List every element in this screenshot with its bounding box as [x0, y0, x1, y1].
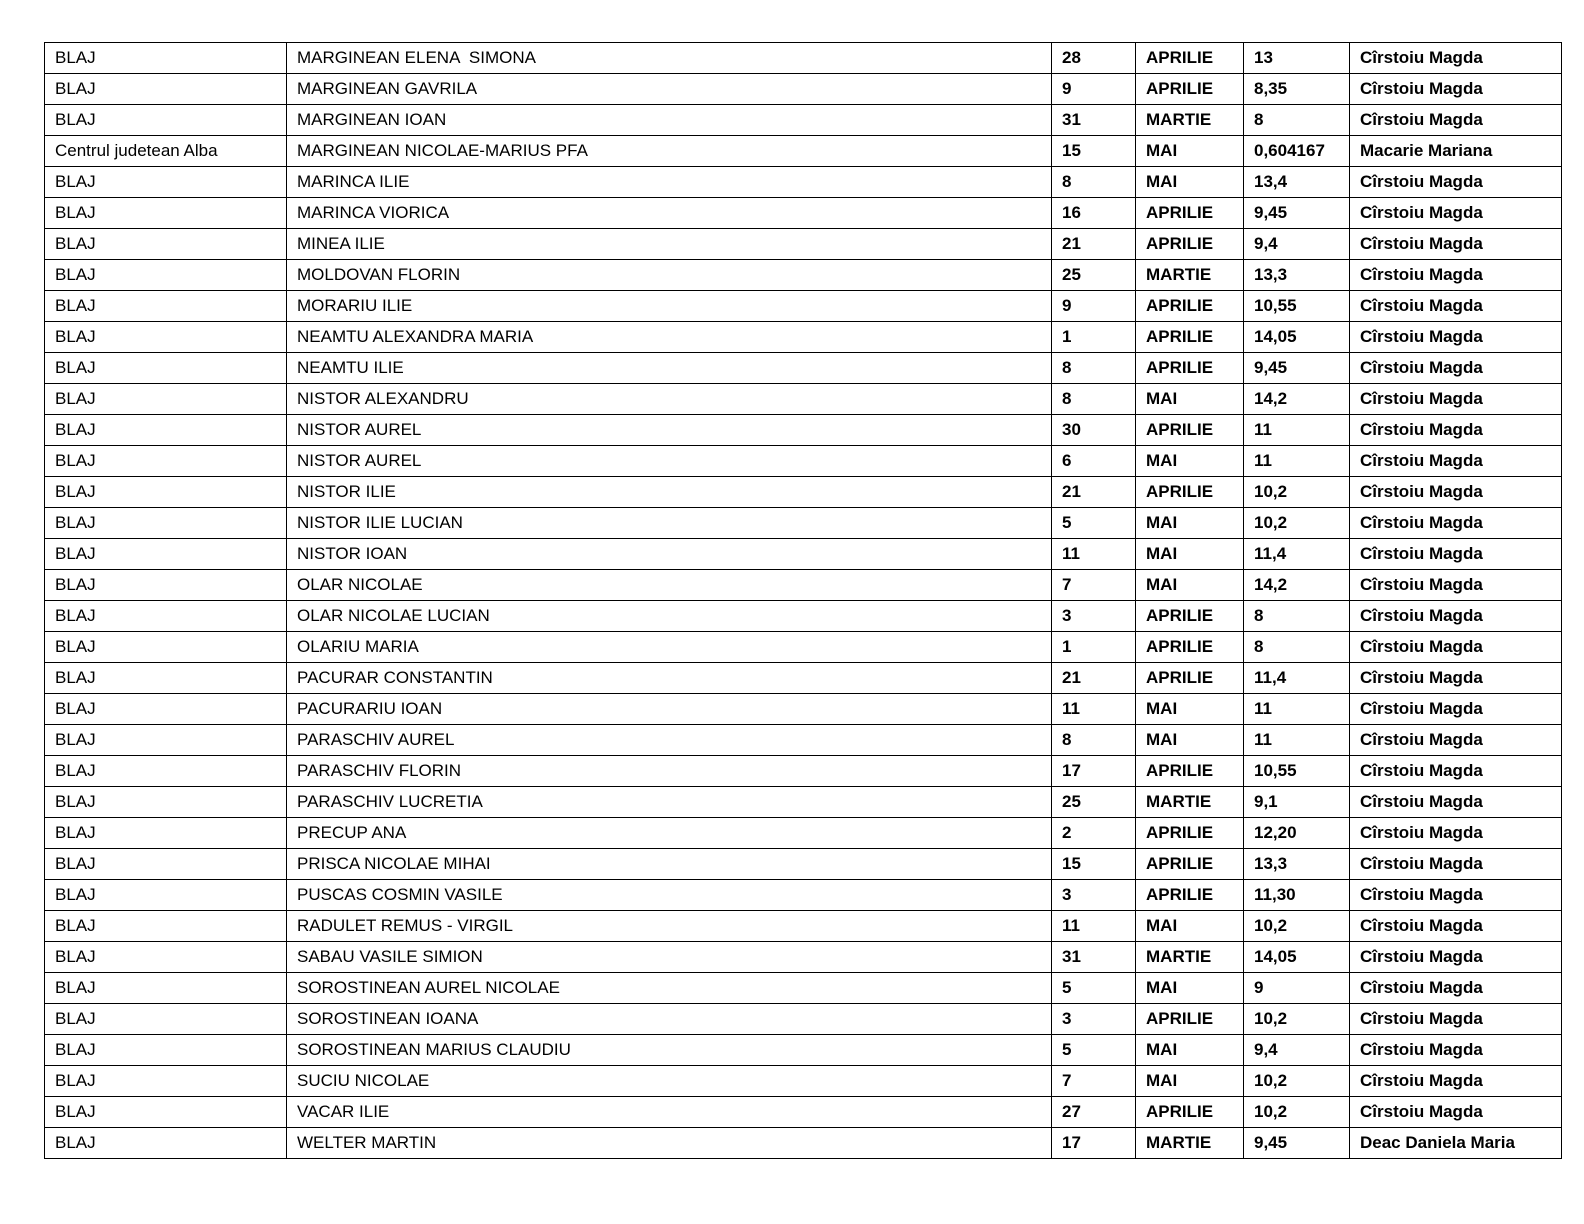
cell-day: 17 [1052, 756, 1136, 787]
cell-operator: Cîrstoiu Magda [1350, 725, 1562, 756]
table-row [45, 43, 1562, 74]
table-row [45, 880, 1562, 911]
table-row [45, 477, 1562, 508]
cell-score: 10,2 [1244, 1097, 1350, 1128]
cell-location: BLAJ [45, 167, 287, 198]
cell-day: 16 [1052, 198, 1136, 229]
cell-day: 8 [1052, 167, 1136, 198]
cell-score: 14,05 [1244, 322, 1350, 353]
table-row [45, 198, 1562, 229]
cell-operator: Cîrstoiu Magda [1350, 880, 1562, 911]
cell-location: BLAJ [45, 849, 287, 880]
table-row [45, 539, 1562, 570]
cell-location: BLAJ [45, 601, 287, 632]
cell-score: 14,2 [1244, 384, 1350, 415]
table-row [45, 291, 1562, 322]
cell-day: 21 [1052, 477, 1136, 508]
cell-month: APRILIE [1136, 1004, 1244, 1035]
cell-month: MARTIE [1136, 942, 1244, 973]
cell-day: 5 [1052, 973, 1136, 1004]
cell-location: BLAJ [45, 1097, 287, 1128]
table-row [45, 632, 1562, 663]
cell-name: PRECUP ANA [287, 818, 1052, 849]
cell-location: BLAJ [45, 43, 287, 74]
cell-score: 11 [1244, 725, 1350, 756]
cell-day: 31 [1052, 942, 1136, 973]
cell-operator: Cîrstoiu Magda [1350, 43, 1562, 74]
table-row [45, 136, 1562, 167]
cell-score: 8 [1244, 632, 1350, 663]
cell-location: BLAJ [45, 1004, 287, 1035]
cell-score: 11,4 [1244, 539, 1350, 570]
cell-operator: Cîrstoiu Magda [1350, 973, 1562, 1004]
cell-location: BLAJ [45, 539, 287, 570]
cell-month: APRILIE [1136, 1097, 1244, 1128]
cell-score: 9 [1244, 973, 1350, 1004]
cell-location: BLAJ [45, 446, 287, 477]
cell-month: MAI [1136, 384, 1244, 415]
cell-operator: Cîrstoiu Magda [1350, 353, 1562, 384]
cell-score: 10,55 [1244, 291, 1350, 322]
cell-operator: Macarie Mariana [1350, 136, 1562, 167]
cell-day: 3 [1052, 1004, 1136, 1035]
cell-name: NEAMTU ILIE [287, 353, 1052, 384]
table-row [45, 570, 1562, 601]
cell-name: MOLDOVAN FLORIN [287, 260, 1052, 291]
cell-name: MARGINEAN ELENA SIMONA [287, 43, 1052, 74]
cell-location: BLAJ [45, 942, 287, 973]
cell-location: BLAJ [45, 756, 287, 787]
cell-operator: Cîrstoiu Magda [1350, 1097, 1562, 1128]
table-row [45, 663, 1562, 694]
cell-location: BLAJ [45, 508, 287, 539]
table-row [45, 1066, 1562, 1097]
cell-score: 11 [1244, 694, 1350, 725]
cell-day: 7 [1052, 570, 1136, 601]
cell-operator: Cîrstoiu Magda [1350, 601, 1562, 632]
cell-month: APRILIE [1136, 663, 1244, 694]
cell-operator: Cîrstoiu Magda [1350, 74, 1562, 105]
cell-operator: Cîrstoiu Magda [1350, 942, 1562, 973]
cell-operator: Cîrstoiu Magda [1350, 818, 1562, 849]
cell-location: BLAJ [45, 1035, 287, 1066]
cell-month: MAI [1136, 570, 1244, 601]
cell-operator: Cîrstoiu Magda [1350, 694, 1562, 725]
table-row [45, 1004, 1562, 1035]
cell-month: MAI [1136, 973, 1244, 1004]
cell-location: BLAJ [45, 663, 287, 694]
cell-name: MARGINEAN NICOLAE-MARIUS PFA [287, 136, 1052, 167]
cell-month: MAI [1136, 539, 1244, 570]
table-row [45, 74, 1562, 105]
cell-month: MAI [1136, 1066, 1244, 1097]
cell-day: 30 [1052, 415, 1136, 446]
cell-score: 13 [1244, 43, 1350, 74]
cell-score: 8,35 [1244, 74, 1350, 105]
cell-name: PARASCHIV LUCRETIA [287, 787, 1052, 818]
table-row [45, 105, 1562, 136]
cell-name: SOROSTINEAN IOANA [287, 1004, 1052, 1035]
cell-location: BLAJ [45, 291, 287, 322]
cell-name: NISTOR ILIE LUCIAN [287, 508, 1052, 539]
cell-operator: Cîrstoiu Magda [1350, 229, 1562, 260]
cell-day: 1 [1052, 322, 1136, 353]
cell-name: RADULET REMUS - VIRGIL [287, 911, 1052, 942]
table-body [45, 43, 1562, 1159]
cell-month: APRILIE [1136, 849, 1244, 880]
cell-name: SABAU VASILE SIMION [287, 942, 1052, 973]
cell-month: MARTIE [1136, 787, 1244, 818]
cell-location: BLAJ [45, 1128, 287, 1159]
cell-score: 13,4 [1244, 167, 1350, 198]
cell-score: 10,2 [1244, 911, 1350, 942]
cell-operator: Deac Daniela Maria [1350, 1128, 1562, 1159]
cell-operator: Cîrstoiu Magda [1350, 384, 1562, 415]
cell-day: 21 [1052, 229, 1136, 260]
cell-name: PACURARIU IOAN [287, 694, 1052, 725]
cell-month: APRILIE [1136, 818, 1244, 849]
cell-score: 14,2 [1244, 570, 1350, 601]
cell-score: 9,45 [1244, 1128, 1350, 1159]
table-row [45, 849, 1562, 880]
cell-score: 10,2 [1244, 508, 1350, 539]
cell-day: 11 [1052, 694, 1136, 725]
cell-operator: Cîrstoiu Magda [1350, 322, 1562, 353]
cell-month: APRILIE [1136, 74, 1244, 105]
table-row [45, 694, 1562, 725]
cell-day: 15 [1052, 849, 1136, 880]
cell-location: BLAJ [45, 198, 287, 229]
cell-name: MARINCA ILIE [287, 167, 1052, 198]
cell-day: 6 [1052, 446, 1136, 477]
cell-name: NEAMTU ALEXANDRA MARIA [287, 322, 1052, 353]
cell-day: 17 [1052, 1128, 1136, 1159]
cell-name: PARASCHIV AUREL [287, 725, 1052, 756]
table-row [45, 818, 1562, 849]
cell-score: 9,1 [1244, 787, 1350, 818]
cell-day: 27 [1052, 1097, 1136, 1128]
cell-score: 8 [1244, 601, 1350, 632]
table-row [45, 415, 1562, 446]
cell-location: BLAJ [45, 973, 287, 1004]
cell-score: 10,2 [1244, 1004, 1350, 1035]
cell-day: 8 [1052, 725, 1136, 756]
cell-day: 3 [1052, 601, 1136, 632]
table-row [45, 756, 1562, 787]
cell-name: SUCIU NICOLAE [287, 1066, 1052, 1097]
cell-operator: Cîrstoiu Magda [1350, 198, 1562, 229]
cell-day: 8 [1052, 384, 1136, 415]
cell-name: PUSCAS COSMIN VASILE [287, 880, 1052, 911]
cell-month: MAI [1136, 446, 1244, 477]
table-row [45, 446, 1562, 477]
table-row [45, 1097, 1562, 1128]
cell-score: 9,45 [1244, 353, 1350, 384]
cell-operator: Cîrstoiu Magda [1350, 508, 1562, 539]
cell-day: 11 [1052, 911, 1136, 942]
cell-score: 14,05 [1244, 942, 1350, 973]
cell-day: 9 [1052, 291, 1136, 322]
cell-month: MAI [1136, 694, 1244, 725]
cell-month: MARTIE [1136, 1128, 1244, 1159]
cell-score: 9,4 [1244, 229, 1350, 260]
cell-location: BLAJ [45, 787, 287, 818]
cell-month: APRILIE [1136, 198, 1244, 229]
cell-location: BLAJ [45, 105, 287, 136]
cell-name: MARGINEAN IOAN [287, 105, 1052, 136]
cell-location: BLAJ [45, 694, 287, 725]
cell-name: OLARIU MARIA [287, 632, 1052, 663]
cell-operator: Cîrstoiu Magda [1350, 756, 1562, 787]
cell-location: BLAJ [45, 74, 287, 105]
cell-score: 13,3 [1244, 849, 1350, 880]
table-row [45, 260, 1562, 291]
cell-day: 2 [1052, 818, 1136, 849]
cell-operator: Cîrstoiu Magda [1350, 1004, 1562, 1035]
cell-month: MARTIE [1136, 105, 1244, 136]
cell-location: BLAJ [45, 353, 287, 384]
cell-month: APRILIE [1136, 415, 1244, 446]
cell-month: MAI [1136, 725, 1244, 756]
cell-score: 10,2 [1244, 1066, 1350, 1097]
cell-month: APRILIE [1136, 322, 1244, 353]
cell-location: BLAJ [45, 818, 287, 849]
cell-operator: Cîrstoiu Magda [1350, 911, 1562, 942]
cell-location: BLAJ [45, 384, 287, 415]
cell-score: 9,45 [1244, 198, 1350, 229]
table-row [45, 508, 1562, 539]
table-row [45, 322, 1562, 353]
cell-location: BLAJ [45, 632, 287, 663]
cell-day: 5 [1052, 508, 1136, 539]
cell-name: SOROSTINEAN AUREL NICOLAE [287, 973, 1052, 1004]
cell-score: 11,30 [1244, 880, 1350, 911]
cell-month: MAI [1136, 911, 1244, 942]
cell-name: MARINCA VIORICA [287, 198, 1052, 229]
cell-day: 21 [1052, 663, 1136, 694]
cell-day: 8 [1052, 353, 1136, 384]
cell-name: SOROSTINEAN MARIUS CLAUDIU [287, 1035, 1052, 1066]
cell-month: APRILIE [1136, 353, 1244, 384]
cell-day: 3 [1052, 880, 1136, 911]
cell-location: BLAJ [45, 260, 287, 291]
cell-month: MAI [1136, 1035, 1244, 1066]
cell-operator: Cîrstoiu Magda [1350, 1066, 1562, 1097]
cell-name: NISTOR AUREL [287, 415, 1052, 446]
cell-name: VACAR ILIE [287, 1097, 1052, 1128]
cell-name: NISTOR AUREL [287, 446, 1052, 477]
cell-name: MORARIU ILIE [287, 291, 1052, 322]
registrations-table [44, 42, 1562, 1159]
cell-location: Centrul judetean Alba [45, 136, 287, 167]
cell-location: BLAJ [45, 911, 287, 942]
cell-month: APRILIE [1136, 756, 1244, 787]
cell-month: MAI [1136, 167, 1244, 198]
table-row [45, 1035, 1562, 1066]
cell-name: PARASCHIV FLORIN [287, 756, 1052, 787]
table-row [45, 353, 1562, 384]
table-row [45, 942, 1562, 973]
cell-name: NISTOR IOAN [287, 539, 1052, 570]
cell-name: OLAR NICOLAE [287, 570, 1052, 601]
cell-location: BLAJ [45, 415, 287, 446]
table-row [45, 1128, 1562, 1159]
cell-day: 15 [1052, 136, 1136, 167]
cell-month: APRILIE [1136, 43, 1244, 74]
cell-score: 13,3 [1244, 260, 1350, 291]
cell-month: APRILIE [1136, 632, 1244, 663]
cell-day: 31 [1052, 105, 1136, 136]
cell-name: MARGINEAN GAVRILA [287, 74, 1052, 105]
cell-location: BLAJ [45, 322, 287, 353]
cell-score: 10,55 [1244, 756, 1350, 787]
cell-month: MARTIE [1136, 260, 1244, 291]
table-row [45, 601, 1562, 632]
cell-operator: Cîrstoiu Magda [1350, 167, 1562, 198]
table-row [45, 167, 1562, 198]
cell-score: 11 [1244, 415, 1350, 446]
cell-operator: Cîrstoiu Magda [1350, 570, 1562, 601]
cell-name: OLAR NICOLAE LUCIAN [287, 601, 1052, 632]
cell-operator: Cîrstoiu Magda [1350, 787, 1562, 818]
cell-name: WELTER MARTIN [287, 1128, 1052, 1159]
cell-day: 9 [1052, 74, 1136, 105]
cell-name: NISTOR ALEXANDRU [287, 384, 1052, 415]
cell-operator: Cîrstoiu Magda [1350, 849, 1562, 880]
cell-name: NISTOR ILIE [287, 477, 1052, 508]
table-row [45, 725, 1562, 756]
cell-score: 10,2 [1244, 477, 1350, 508]
cell-day: 1 [1052, 632, 1136, 663]
cell-location: BLAJ [45, 229, 287, 260]
cell-month: APRILIE [1136, 291, 1244, 322]
cell-month: APRILIE [1136, 880, 1244, 911]
table-row [45, 911, 1562, 942]
cell-operator: Cîrstoiu Magda [1350, 539, 1562, 570]
cell-month: MAI [1136, 508, 1244, 539]
cell-day: 11 [1052, 539, 1136, 570]
cell-location: BLAJ [45, 880, 287, 911]
cell-name: PRISCA NICOLAE MIHAI [287, 849, 1052, 880]
cell-month: APRILIE [1136, 601, 1244, 632]
cell-score: 0,604167 [1244, 136, 1350, 167]
cell-score: 11,4 [1244, 663, 1350, 694]
cell-location: BLAJ [45, 1066, 287, 1097]
cell-score: 12,20 [1244, 818, 1350, 849]
cell-name: MINEA ILIE [287, 229, 1052, 260]
cell-operator: Cîrstoiu Magda [1350, 632, 1562, 663]
cell-operator: Cîrstoiu Magda [1350, 415, 1562, 446]
cell-month: APRILIE [1136, 477, 1244, 508]
cell-day: 25 [1052, 260, 1136, 291]
cell-score: 9,4 [1244, 1035, 1350, 1066]
cell-operator: Cîrstoiu Magda [1350, 1035, 1562, 1066]
cell-day: 28 [1052, 43, 1136, 74]
cell-operator: Cîrstoiu Magda [1350, 105, 1562, 136]
cell-location: BLAJ [45, 570, 287, 601]
cell-month: MAI [1136, 136, 1244, 167]
table-row [45, 973, 1562, 1004]
cell-score: 8 [1244, 105, 1350, 136]
cell-name: PACURAR CONSTANTIN [287, 663, 1052, 694]
table-row [45, 384, 1562, 415]
cell-operator: Cîrstoiu Magda [1350, 291, 1562, 322]
cell-location: BLAJ [45, 477, 287, 508]
cell-operator: Cîrstoiu Magda [1350, 663, 1562, 694]
table-row [45, 229, 1562, 260]
cell-operator: Cîrstoiu Magda [1350, 260, 1562, 291]
cell-location: BLAJ [45, 725, 287, 756]
cell-month: APRILIE [1136, 229, 1244, 260]
cell-day: 25 [1052, 787, 1136, 818]
cell-operator: Cîrstoiu Magda [1350, 477, 1562, 508]
cell-day: 7 [1052, 1066, 1136, 1097]
cell-day: 5 [1052, 1035, 1136, 1066]
cell-operator: Cîrstoiu Magda [1350, 446, 1562, 477]
cell-score: 11 [1244, 446, 1350, 477]
table-row [45, 787, 1562, 818]
